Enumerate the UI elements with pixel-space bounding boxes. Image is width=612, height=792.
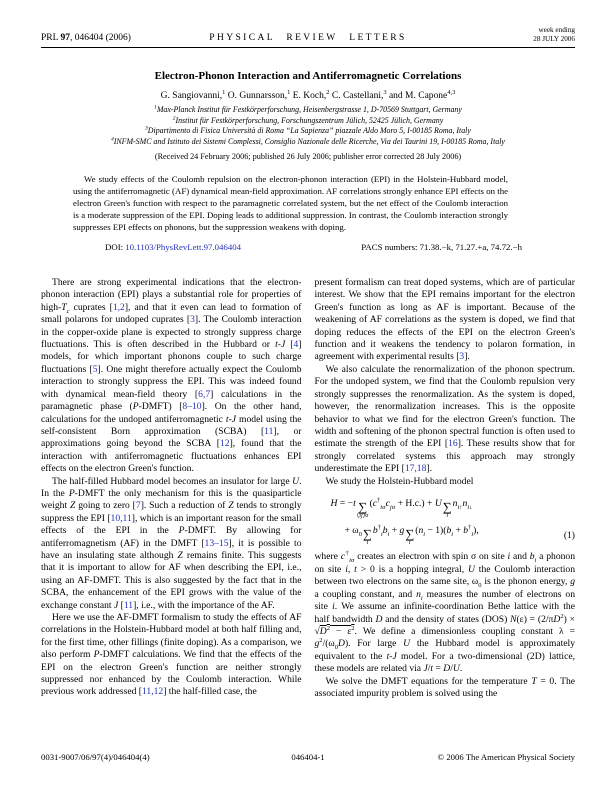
paragraph: There are strong experimental indications that the electron-phonon interaction (EPI) plays a substantial role for properties of high-$T_c$ cuprates [1,2], and that it even can lead to formation of small polarons for undoped cuprates [3]. The Coulomb interaction in the copper-oxide plane is expected to strongly suppress charge fluctuations. This is often described in the Hubbard or t-J [4] models, for which important phonons couple to such charge fluctuations [5]. One might therefore actually expect the Coulomb interaction to strongly suppress the EPI. This was indeed found with dynamical mean-field theory [6,7] calculations in the paramagnetic phase (P-DMFT) [8–10]. On the other hand, calculations for the undoped antiferromagnetic t-J model using the self-consistent Born approximation (SCBA) [11], or approximations going beyond the SCBA [12], found that the interaction with antiferromagnetic fluctuations enhances EPI effects on the electron Green's function. [41,277,302,475]
affiliations [41,105,575,147]
equation-number: (1) [563,530,575,542]
page-header [41,26,575,43]
doi-label: DOI: [105,242,126,253]
header-rule [41,47,575,48]
paragraph: We study the Holstein-Hubbard model [325,475,474,487]
equation-1 [315,493,576,547]
page-number: 046404-1 [291,752,325,762]
paragraph: Here we use the AF-DMFT formalism to study the effects of AF correlations in the Holstein-Hubbard model at both half filling and, for the first time, other fillings (finite doping). As a comparison, we also perform P-DMFT calculations. We find that the effects of the EPI on the electron Green's function are neither strongly suppressed nor enhanced by the Coulomb interaction. While previous work addressed [11,12] the half-filled case, the [41,612,302,698]
equation-body [315,493,564,547]
doi-pacs-row [105,242,522,252]
abstract [73,173,508,233]
equation-line-1: H = −t ∑ ⟨ij⟩σ $(c^\dagger_{i\sigma}c_{j\sigma} + H.c.) + U$ ∑ i $n_{i↑}n_{i↓}$ [330,496,473,520]
page-footer [41,752,575,762]
issue-date: 28 JULY 2006 [533,34,575,43]
author-list: G. Sangiovanni,$^1$ O. Gunnarsson,$^1$ E. Koch,$^2$ C. Castellani,$^3$ and M. Capone$^{4,3}$ [160,89,456,102]
left-column [41,277,302,700]
paragraph: We solve the DMFT equations for the temperature T = 0. The associated impurity problem is solved using the [314,675,576,699]
article-body [41,277,575,700]
journal-name: PHYSICAL REVIEW LETTERS [209,33,407,44]
copyright: © 2006 The American Physical Society [437,752,575,762]
paper-title: Electron-Phonon Interaction and Antiferromagnetic Correlations [154,70,462,83]
doi-line [105,242,241,252]
affiliation-2: $^2$Institut für Festkörperforschung, Forschungszentrum Jülich, 52425 Jülich, Germany [172,115,444,125]
equation-line-2: + $\omega_0$ ∑ i $b^\dagger_ib_i + g$ ∑ i $(n_i - 1)(b_i + b^\dagger_i)$, [344,523,479,546]
issn-code: 0031-9007/06/97(4)/046404(4) [41,752,150,762]
paragraph: present formalism can treat doped systems, which are of particular interest. We show that the EPI remains important for the electron Green's function as long as AF is important. Because of the weakening of AF correlations as the system is doped, we find that doping reduces the effects of the EPI on the electron Green's function and it weakens the tendency to polaron formation, in agreement with experimental results [3]. [314,277,575,363]
abstract-text: We study effects of the Coulomb repulsion on the electron-phonon interaction (EPI) in the Holstein-Hubbard model, using the antiferromagnetic (AF) dynamical mean-field approximation. AF correlations strongly enhance EPI effects on the electron Green's function with respect to the paramagnetic correlated system, but the net effect of the Coulomb interaction is a moderate suppression of the EPI. Doping leads to additional suppression. In contrast, the Coulomb interaction strongly suppresses EPI effects on phonons, but the suppression weakens with doping. [73,173,508,232]
affiliation-4: $^4$INFM-SMC and Istituto dei Sistemi Complessi, Consiglio Nazionale delle Ricerche, Via dei Taurini 19, I-00185 Roma, Italy [111,136,505,146]
paragraph: where $c^\dagger_{i\sigma}$ creates an electron with spin σ on site i and $b_i$ a phonon on site i, t > 0 is a hopping integral, U the Coulomb interaction between two electrons on the same site, $\omega_0$ is the phonon energy, g a coupling constant, and $n_i$ measures the number of electrons on site i. We assume an infinite-coordination Bethe lattice with the half bandwidth D and the density of states (DOS) $N(\varepsilon) = (2/\pi D^2) \times √D^2 - \varepsilon^2$. We define a dimensionless coupling constant $\lambda = g^2/(\omega_0D)$. For large U the Hubbard model is approximately equivalent to the t-J model. For a two-dimensional (2D) lattice, these models are related via J/t = D/U. [314,550,576,675]
affiliation-3: $^3$Dipartimento di Fisica Università di Roma “La Sapienza” piazzale Aldo Moro 5, I-00185 Roma, Italy [145,125,471,136]
week-ending [425,26,575,43]
doi-link[interactable]: 10.1103/PhysRevLett.97.046404 [125,242,242,253]
received-line: (Received 24 February 2006; published 26 July 2006; publisher error corrected 28 July 2006) [154,151,462,161]
paragraph: We also calculate the renormalization of the phonon spectrum. For the undoped system, we find that the Coulomb repulsion very strongly suppresses the renormalization. As the system is doped, however, the renormalization increases. This is the opposite behavior to what we find for the electron Green's function. The width and softening of the phonon spectral function is often used to estimate the strength of the EPI [16]. These results show that for strongly correlated systems this approach may strongly underestimate the EPI [17,18]. [314,363,575,475]
paragraph: The half-filled Hubbard model becomes an insulator for large U. In the P-DMFT the only mechanism for this is the quasiparticle weight Z going to zero [7]. Such a reduction of Z tends to strongly suppress the EPI [10,11], which is an important reason for the small effects of the EPI in the P-DMFT. By allowing for antiferromagnetism (AF) in the DMFT [13–15], it is possible to have an insulating state although Z remains finite. This suggests that it is important to allow for AF when describing the EPI, i.e., using an AF-DMFT. This is also suggested by the fact that in the SCBA, the enhancement of the EPI grows with the value of the exchange constant J [11], i.e., with the importance of the AF. [41,475,302,611]
affiliation-1: $^1$Max-Planck Institut für Festkörperforschung, Heisenbergstrasse 1, D-70569 Stuttgart, Germany [154,104,462,115]
week-ending-label: week ending [538,26,575,34]
right-column [315,277,576,700]
pacs-numbers: PACS numbers: 71.38.−k, 71.27.+a, 74.72.−h [361,242,522,253]
journal-reference: PRL 97, 046404 (2006) [41,33,131,44]
